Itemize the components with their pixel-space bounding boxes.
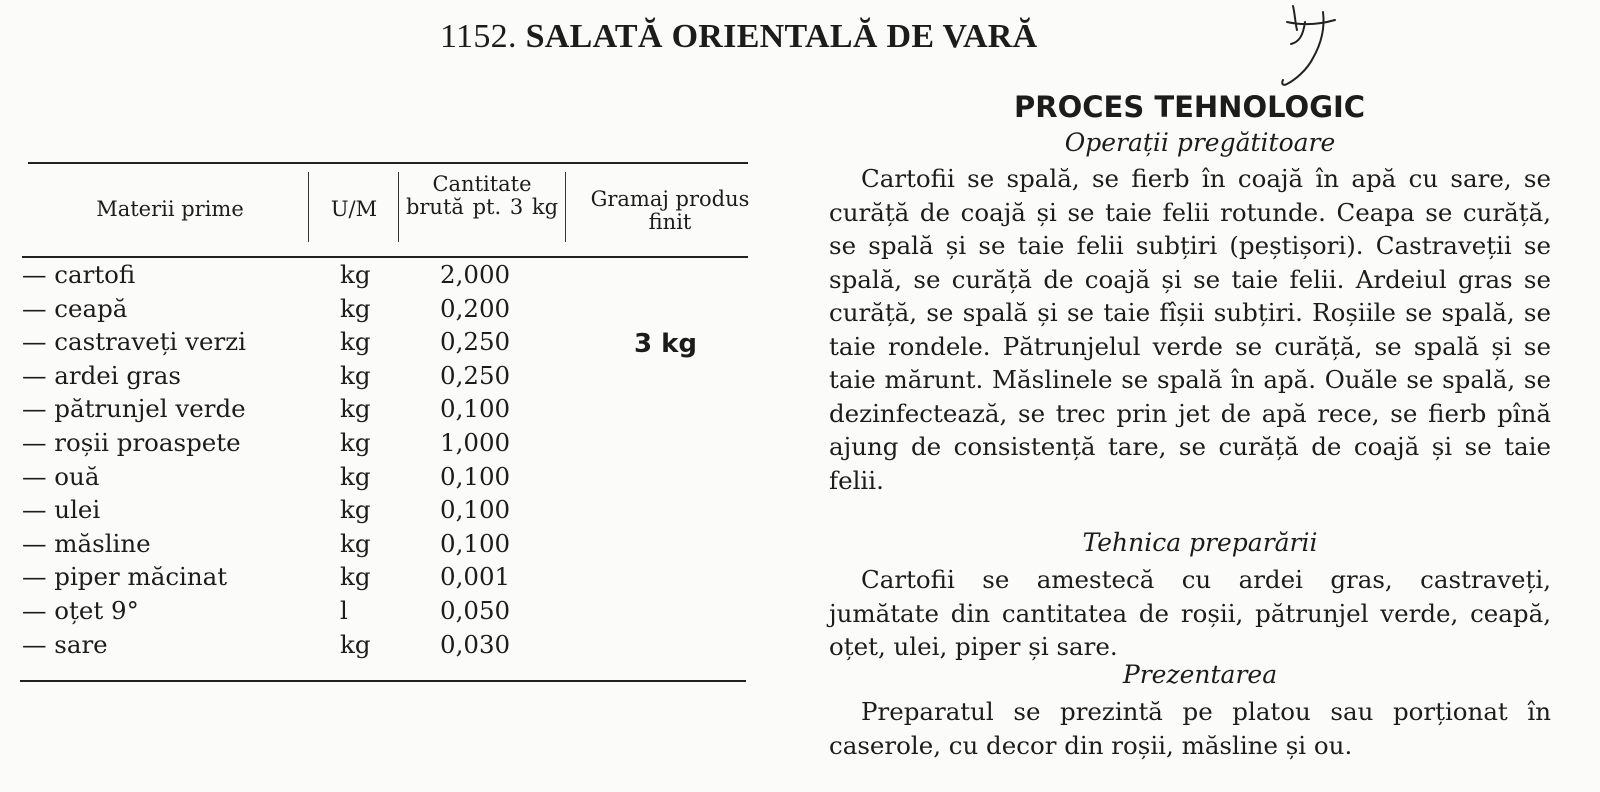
ingredient-name: — cartofi [22,260,136,289]
ingredient-name: — roșii proaspete [22,427,241,457]
ingredient-quantity: 0,001 [440,562,511,592]
ingredient-quantity: 0,030 [440,629,511,659]
ingredient-quantity: 0,200 [440,293,511,323]
table-top-rule [28,162,748,164]
ingredient-quantity: 0,050 [440,595,511,625]
final-weight-value: 3 kg [634,329,698,359]
ingredient-name: — piper măcinat [22,562,228,592]
ingredient-unit: kg [340,360,371,390]
ingredient-name: — măsline [22,528,151,558]
ingredient-name: — ardei gras [22,360,181,390]
ingredient-name: — sare [22,629,108,659]
ingredient-quantity: 0,100 [440,495,511,525]
table-divider [398,172,399,242]
ingredient-quantity: 0,250 [440,327,511,357]
header-unit: U/M [330,197,378,221]
ingredient-unit: kg [340,260,371,289]
section-heading: Operații pregătitoare [1064,128,1336,157]
ingredient-quantity: 0,100 [440,461,511,491]
recipe-name: SALATĂ ORIENTALĂ DE VARĂ [525,18,1038,55]
section-heading: Prezentarea [1122,660,1278,689]
table-bottom-rule [20,680,746,682]
ingredient-unit: kg [340,528,371,558]
header-ingredients: Materii prime [96,197,244,221]
ingredient-unit: kg [340,327,371,357]
section-text: Cartofii se spală, se fierb în coajă în apă cu sare, se curăță de coajă și se taie felii rotunde. Ceapa se curăță, se spală și se taie felii subțiri (peștișori). Castraveții se spală, se curăță de coajă și se taie felii. Ardeiul gras se curăță, se spală și se taie fîșii subțiri. Roșiile se spală, se taie rondele. Pătrunjelul verde se curăță, se spală și se taie mărunt. Măslinele se spală în apă. Ouăle se spală, se dezinfectează, se trec prin jet de apă rece, se fierb pînă ajung de consistență tare, se curăță de coajă și se taie felii. [829,164,1551,495]
handwritten-signature [1265,0,1355,90]
ingredient-quantity: 0,100 [440,394,511,424]
ingredient-unit: kg [340,427,371,457]
header-gross-quantity: Cantitate brută pt. 3 kg [405,172,559,219]
table-divider [565,172,566,242]
section-text: Preparatul se prezintă pe platou sau porționat în caserole, cu decor din roșii, măsline și ou. [829,697,1551,760]
ingredient-name: — ouă [22,461,100,491]
section-heading: Tehnica preparării [1082,528,1318,557]
ingredient-quantity: 0,100 [440,528,511,558]
recipe-number: 1152. [440,18,517,55]
ingredient-quantity: 2,000 [440,260,511,289]
table-divider [308,172,309,242]
header-final-weight: Gramaj produs finit [590,187,750,234]
ingredient-quantity: 1,000 [440,427,511,457]
ingredient-unit: l [340,595,348,625]
ingredient-name: — pătrunjel verde [22,394,246,424]
ingredient-name: — castraveți verzi [22,327,246,357]
ingredient-name: — ulei [22,495,101,525]
ingredient-unit: kg [340,562,371,592]
process-title: PROCES TEHNOLOGIC [1014,90,1366,124]
ingredient-quantity: 0,250 [440,360,511,390]
ingredient-unit: kg [340,495,371,525]
ingredient-unit: kg [340,461,371,491]
ingredient-name: — ceapă [22,293,128,323]
recipe-title [440,18,1038,56]
ingredient-unit: kg [340,293,371,323]
ingredient-unit: kg [340,629,371,659]
ingredient-name: — oțet 9° [22,595,139,625]
section-text: Cartofii se amestecă cu ardei gras, castraveți, jumătate din cantitatea de roșii, pătrunjel verde, ceapă, oțet, ulei, piper și sare. [829,565,1551,661]
ingredient-unit: kg [340,394,371,424]
